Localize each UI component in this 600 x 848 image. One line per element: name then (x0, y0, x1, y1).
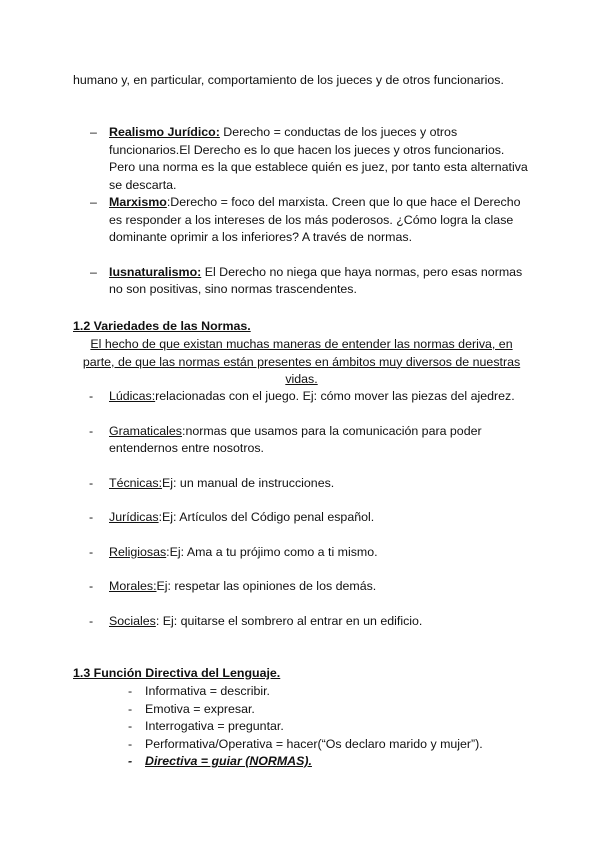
term-description: El Derecho no niega que haya normas, pero esas normas no son positivas, sino normas trascendentes. (109, 264, 523, 296)
list-item (73, 683, 533, 701)
dash-marker: – (90, 125, 97, 139)
spacer (73, 458, 533, 475)
list-item (73, 509, 533, 527)
variety-term: Técnicas: (109, 475, 163, 490)
section-intro-paragraph: El hecho de que existan muchas maneras de entender las normas deriva, en parte, de que las normas están presentes en ámbitos muy diversos de nuestras vidas. (82, 337, 521, 386)
variety-text: : Ej: quitarse el sombrero al entrar en un edificio. (155, 613, 423, 628)
variety-text: Ej: respetar las opiniones de los demás. (156, 579, 377, 593)
dash-marker: – (90, 195, 97, 209)
variety-term: Jurídicas (109, 510, 159, 524)
dash-marker: - (128, 736, 133, 751)
list-item (73, 613, 533, 631)
variety-term: Gramaticales (109, 423, 182, 438)
spacer (73, 247, 533, 264)
variety-text: :normas que usamos para la comunicación para poder entendernos entre nosotros. (109, 423, 482, 455)
term-marxismo: Marxismo (109, 195, 167, 209)
function-text: Directiva = guiar (NORMAS). (145, 754, 312, 768)
dash-marker: - (89, 579, 94, 593)
variety-term: Lúdicas: (109, 389, 156, 403)
spacer (73, 561, 533, 578)
section-heading-variedades: 1.2 Variedades de las Normas. (73, 319, 251, 333)
dash-marker: - (89, 544, 94, 559)
function-text: Informativa = describir. (145, 684, 270, 698)
dash-marker: – (90, 264, 97, 279)
theories-list (73, 124, 533, 299)
dash-marker: - (89, 613, 94, 628)
dash-marker: - (128, 684, 133, 698)
spacer (73, 527, 533, 544)
dash-marker: - (89, 389, 94, 403)
section-heading-funcion-directiva: 1.3 Función Directiva del Lenguaje. (73, 666, 281, 680)
function-text: Emotiva = expresar. (145, 701, 255, 716)
list-item (73, 578, 533, 596)
norm-varieties-list (73, 388, 533, 630)
dash-marker: - (128, 701, 133, 716)
variety-term: Religiosas (109, 544, 167, 559)
spacer (73, 596, 533, 613)
list-item (73, 544, 533, 562)
variety-term: Sociales (109, 613, 156, 628)
list-item-emphasized (73, 753, 533, 771)
variety-text: Ej: un manual de instrucciones. (162, 475, 335, 490)
list-item (73, 475, 533, 493)
variety-text: :Ej: Artículos del Código penal español. (158, 510, 375, 524)
list-item (73, 124, 533, 194)
dash-marker: - (89, 510, 94, 524)
dash-marker: - (128, 719, 133, 733)
variety-term: Morales: (109, 579, 157, 593)
function-text: Performativa/Operativa = hacer(“Os declaro marido y mujer”). (145, 736, 483, 751)
variety-text: :Ej: Ama a tu prójimo como a ti mismo. (166, 544, 378, 559)
intro-paragraph: humano y, en particular, comportamiento de los jueces y de otros funcionarios. (73, 73, 504, 87)
term-iusnaturalismo: Iusnaturalismo: (109, 264, 202, 279)
function-text: Interrogativa = preguntar. (145, 719, 284, 733)
list-item (73, 388, 533, 406)
dash-marker: - (89, 423, 94, 438)
list-item (73, 701, 533, 719)
list-item (73, 423, 533, 458)
list-item (73, 736, 533, 754)
variety-text: relacionadas con el juego. Ej: cómo mover las piezas del ajedrez. (155, 389, 515, 403)
dash-marker: - (128, 754, 133, 768)
list-item (73, 194, 533, 247)
language-functions-list (73, 683, 533, 771)
list-item (73, 264, 533, 299)
term-description: :Derecho = foco del marxista. Creen que lo que hace el Derecho es responder a los intereses de los más poderosos. ¿Cómo logra la clase dominante oprimir a los inferiores? A través de normas. (109, 195, 521, 244)
spacer (73, 406, 533, 423)
spacer (73, 492, 533, 509)
term-realismo: Realismo Jurídico: (109, 125, 220, 139)
term-description: Derecho = conductas de los jueces y otros funcionarios.El Derecho es lo que hacen los jueces y otros funcionarios. Pero una norma es la que establece quién es juez, por tanto esta alternativa se descarta. (109, 125, 528, 192)
dash-marker: - (89, 475, 94, 490)
list-item (73, 718, 533, 736)
